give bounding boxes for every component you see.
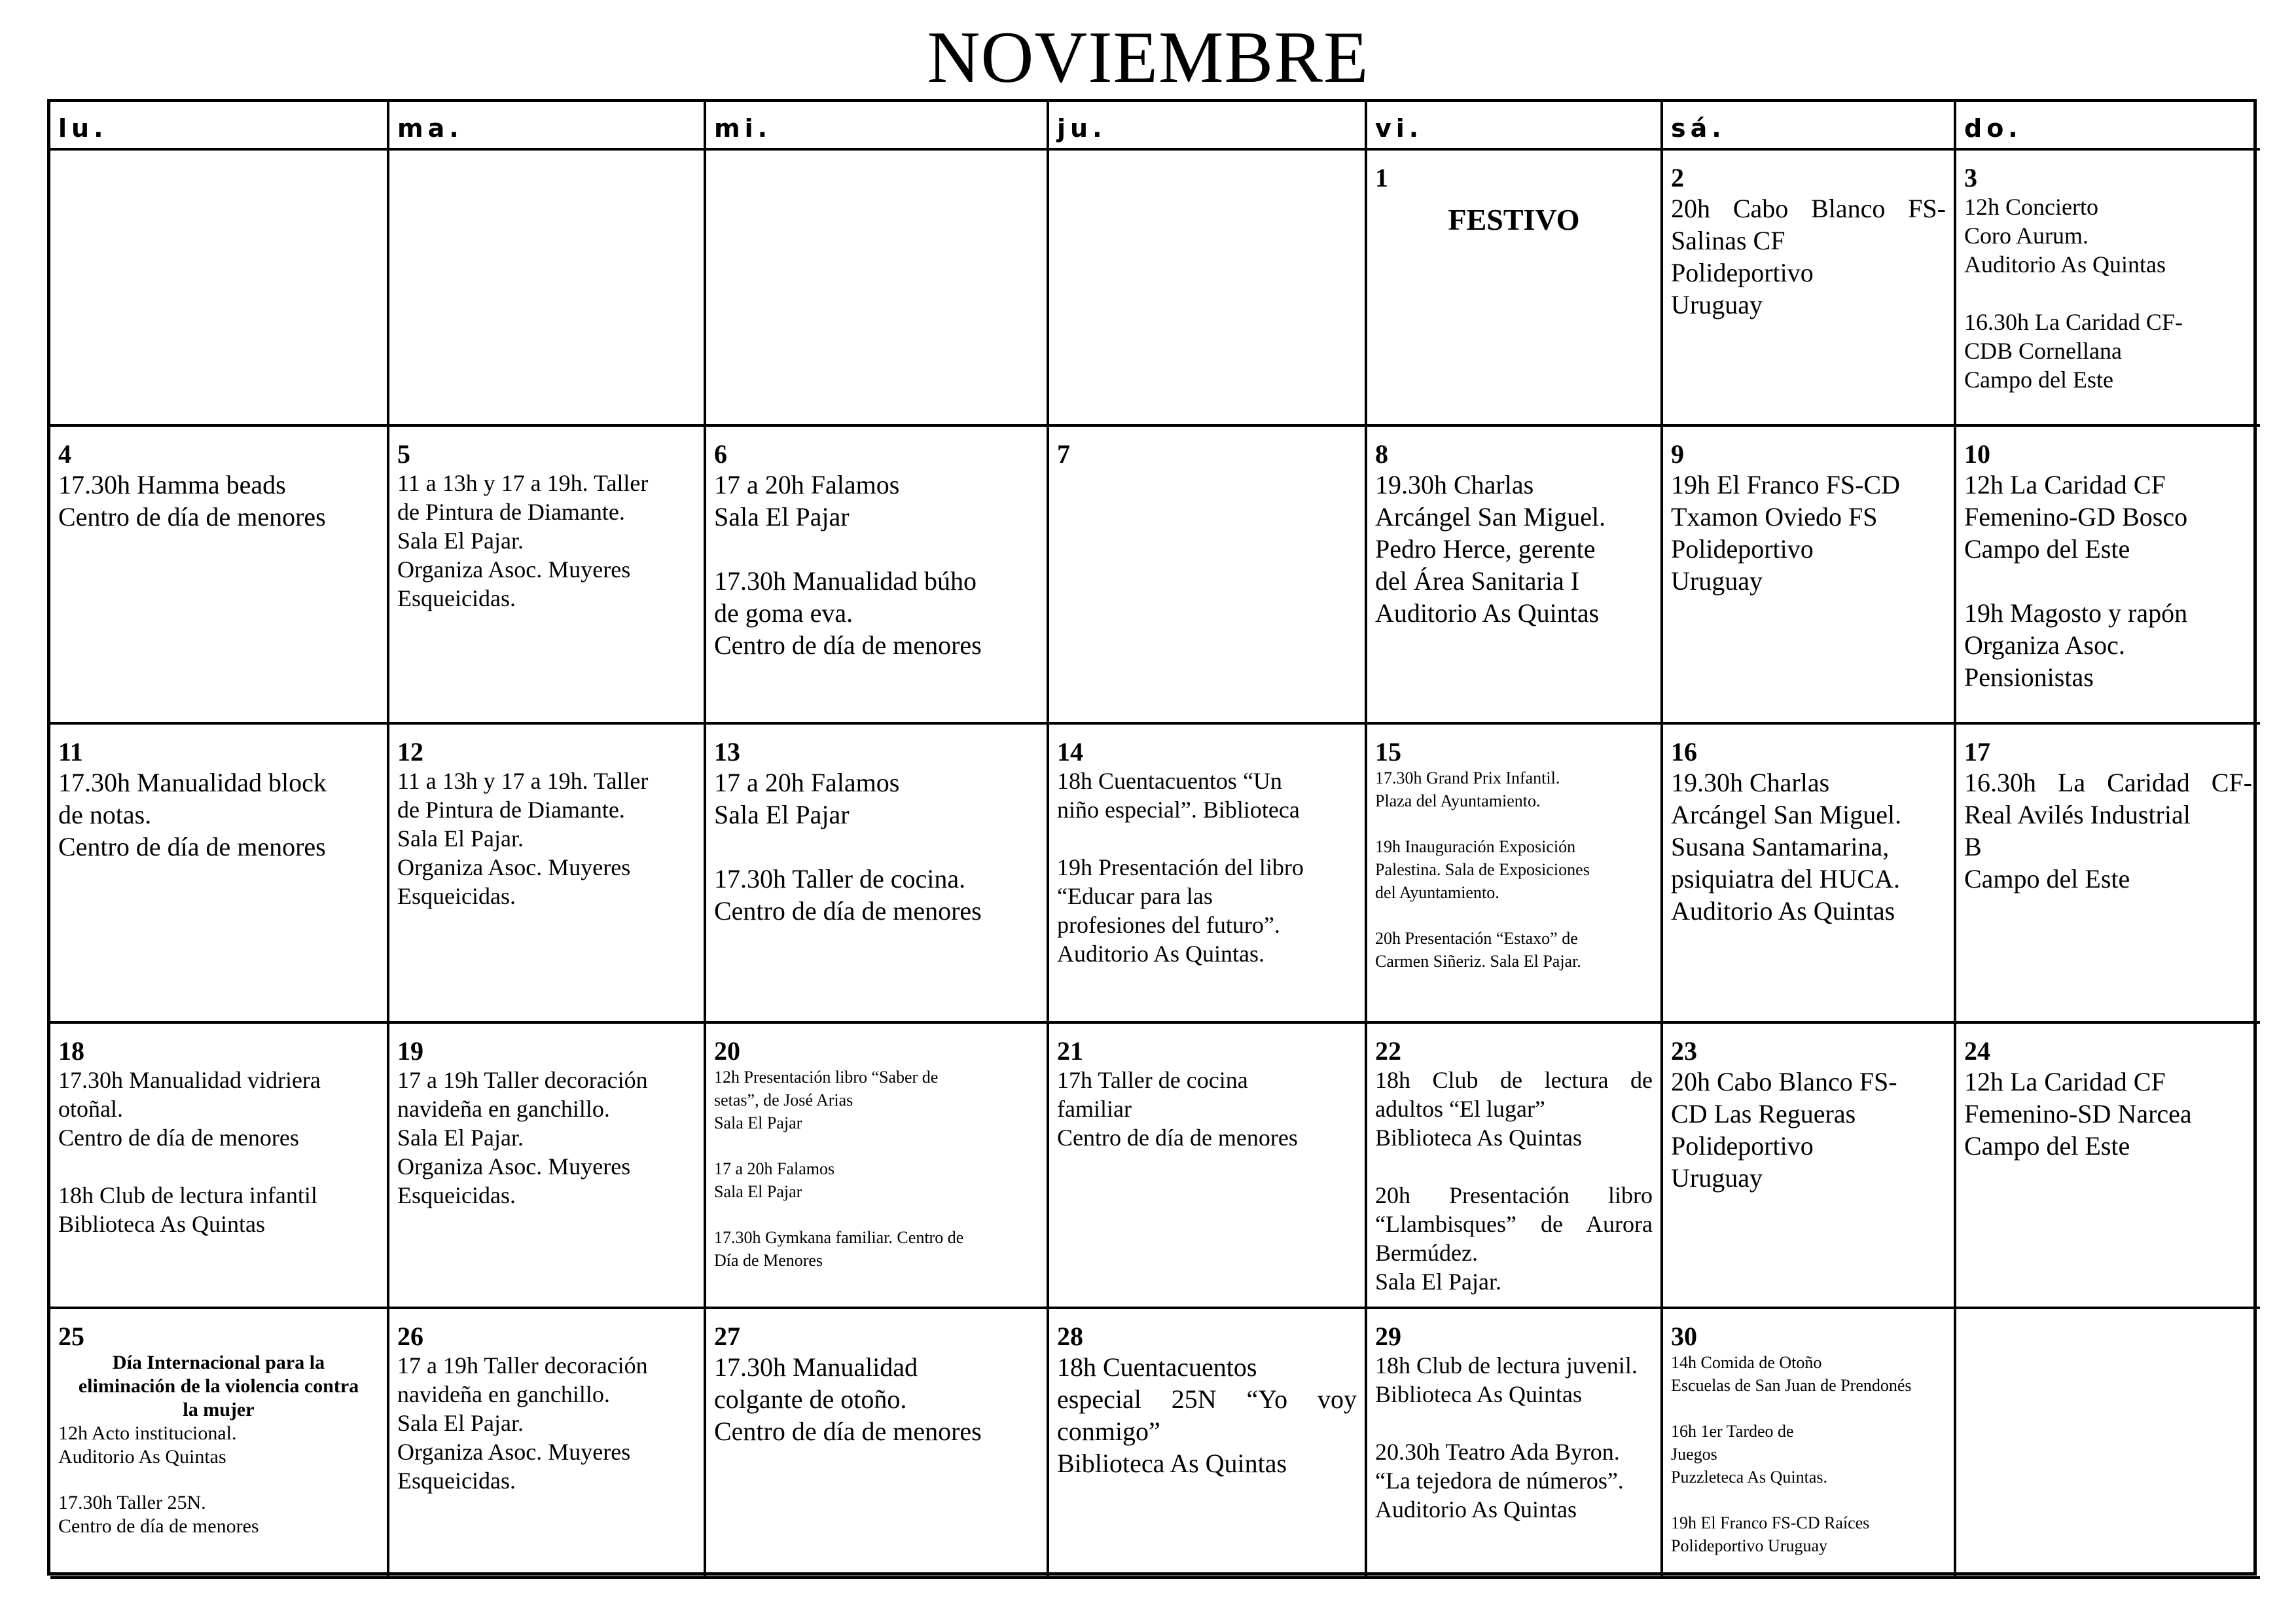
event-line: Palestina. Sala de Exposiciones [1375,860,1590,879]
event-line: Polideportivo Uruguay [1671,1536,1828,1555]
event-line: “La tejedora de números”. [1375,1468,1624,1494]
event-line: 17.30h Taller de cocina. [714,864,966,893]
event-line: Centro de día de menores [714,630,982,660]
day-number: 30 [1671,1322,1697,1351]
event-line: 17.30h Manualidad vidriera [58,1067,321,1093]
day-cell [706,725,1049,1024]
event-line: 19.30h Charlas [1671,768,1830,797]
event-line: Esqueicidas. [397,585,516,611]
day-cell [1663,1024,1956,1309]
event-line: Puzzleteca As Quintas. [1671,1468,1827,1487]
event-line: 11 a 13h y 17 a 19h. Taller [397,470,649,496]
event-line: Sala El Pajar. [397,1410,524,1436]
day-cell [1367,1024,1663,1309]
day-number: 4 [58,439,71,469]
day-cell [50,427,389,725]
day-cell [389,725,706,1024]
day-cell [1956,151,2260,427]
event-line: Biblioteca As Quintas [1375,1381,1582,1407]
day-cell [1049,1024,1367,1309]
event-line: del Ayuntamiento. [1375,883,1499,902]
event-spacer [714,831,1039,863]
event-line: Biblioteca As Quintas [58,1211,265,1237]
weekday-header: mi. [706,102,1049,151]
day-cell [706,427,1049,725]
event-line: 18h Club de lectura de [1375,1067,1653,1093]
day-number: 13 [714,737,740,767]
event-line: 14h Comida de Otoño [1671,1353,1822,1372]
event-spacer [1375,812,1653,835]
event-line: Esqueicidas. [397,883,516,909]
event-line: 20h Cabo Blanco FS- [1671,194,1946,223]
event-line: Polideportivo [1671,534,1814,564]
day-cell [50,1024,389,1309]
event-line: setas”, de José Arias [714,1091,853,1110]
event-line: psiquiatra del HUCA. [1671,864,1900,893]
event-line: Auditorio As Quintas. [1057,941,1265,967]
event-line: Bermúdez. [1375,1240,1478,1266]
event-line: Organiza Asoc. Muyeres [397,1439,631,1465]
event-line: Auditorio As Quintas [1964,251,2166,278]
event-spacer [1375,1152,1653,1181]
day-number: 29 [1375,1322,1401,1351]
event-line: Campo del Este [1964,864,2130,893]
event-line: 19h El Franco FS-CD [1671,470,1900,499]
event-line: de goma eva. [714,598,853,628]
event-line: 17.30h Manualidad búho [714,566,977,596]
day-number: 25 [58,1322,84,1351]
event-line: Centro de día de menores [58,1125,299,1151]
day-cell [1367,725,1663,1024]
event-line: Sala El Pajar. [1375,1269,1501,1295]
event-line: Txamon Oviedo FS [1671,502,1878,532]
day-heading-line: Día Internacional para la [112,1352,325,1373]
event-line: “Educar para las [1057,883,1213,909]
event-spacer [1375,1409,1653,1437]
event-line: Juegos [1671,1445,1717,1464]
day-cell [389,1309,706,1579]
event-line: niño especial”. Biblioteca [1057,797,1300,823]
event-line: Esqueicidas. [397,1468,516,1494]
day-number: 22 [1375,1036,1401,1066]
empty-day-cell [1956,1309,2260,1579]
event-line: otoñal. [58,1096,123,1122]
event-line: B [1964,832,1982,861]
event-line: Escuelas de San Juan de Prendonés [1671,1376,1912,1395]
event-line: 12h Acto institucional. [58,1422,237,1444]
day-number: 5 [397,439,410,469]
event-line: 16.30h La Caridad CF- [1964,309,2183,335]
day-number: 18 [58,1036,84,1066]
event-line: Pedro Herce, gerente [1375,534,1596,564]
event-spacer [1375,904,1653,927]
event-line: 12h La Caridad CF [1964,1067,2166,1096]
event-line: Campo del Este [1964,534,2130,564]
event-line: Campo del Este [1964,367,2113,393]
day-number: 12 [397,737,423,767]
day-number: 20 [714,1036,740,1066]
day-cell [1663,427,1956,725]
day-cell [50,725,389,1024]
event-line: Carmen Siñeriz. Sala El Pajar. [1375,952,1581,971]
event-line: Real Avilés Industrial [1964,800,2191,829]
event-line: especial 25N “Yo voy [1057,1384,1357,1414]
empty-day-cell [706,151,1049,427]
event-line: Arcángel San Miguel. [1671,800,1902,829]
event-line: 19.30h Charlas [1375,470,1534,499]
event-line: Centro de día de menores [58,832,326,861]
event-line: Sala El Pajar. [397,1125,524,1151]
event-line: Uruguay [1671,566,1763,596]
event-line: navideña en ganchillo. [397,1096,610,1122]
day-number: 23 [1671,1036,1697,1066]
event-line: 12h Presentación libro “Saber de [714,1068,939,1087]
event-line: Centro de día de menores [714,1416,982,1446]
day-number: 21 [1057,1036,1083,1066]
day-number: 19 [397,1036,423,1066]
event-line: Sala El Pajar [714,800,850,829]
day-number: 6 [714,439,727,469]
event-line: Biblioteca As Quintas [1057,1449,1287,1478]
event-line: 17.30h Manualidad block [58,768,327,797]
event-line: Coro Aurum. [1964,223,2089,249]
event-line: 19h Presentación del libro [1057,854,1304,880]
event-line: de notas. [58,800,152,829]
day-cell [50,1309,389,1579]
event-spacer [1057,824,1357,853]
event-line: 17.30h Manualidad [714,1352,918,1382]
day-cell [1049,725,1367,1024]
day-cell [1956,1024,2260,1309]
event-line: Centro de día de menores [714,896,982,926]
event-line: CDB Cornellana [1964,338,2122,364]
day-number: 27 [714,1322,740,1351]
event-line: 17h Taller de cocina [1057,1067,1248,1093]
event-line: Sala El Pajar. [397,825,524,852]
event-line: Organiza Asoc. Muyeres [397,556,631,583]
event-line: Auditorio As Quintas [1375,598,1600,628]
event-line: Sala El Pajar. [397,528,524,554]
event-line: 17 a 20h Falamos [714,768,900,797]
day-cell [706,1024,1049,1309]
event-line: de Pintura de Diamante. [397,499,625,525]
event-line: 17 a 20h Falamos [714,470,900,499]
holiday-label: FESTIVO [1448,203,1580,236]
weekday-header: do. [1956,102,2260,151]
day-cell [389,427,706,725]
event-line: colgante de otoño. [714,1384,907,1414]
day-heading-line: eliminación de la violencia contra [78,1375,359,1397]
day-number: 3 [1964,163,1977,192]
event-line: Arcángel San Miguel. [1375,502,1606,532]
day-number: 15 [1375,737,1401,767]
event-line: 12h Concierto [1964,194,2098,220]
event-line: 18h Club de lectura infantil [58,1182,317,1208]
day-cell [1663,151,1956,427]
event-line: 17.30h Taller 25N. [58,1492,206,1513]
event-spacer [1964,565,2252,597]
event-line: Femenino-GD Bosco [1964,502,2188,532]
calendar-grid [47,99,2257,1576]
event-line: Centro de día de menores [58,502,326,532]
day-number: 24 [1964,1036,1990,1066]
weekday-header: sá. [1663,102,1956,151]
event-line: Auditorio As Quintas [1671,896,1895,926]
event-line: del Área Sanitaria I [1375,566,1580,596]
day-cell [1367,427,1663,725]
event-line: “Llambisques” de Aurora [1375,1211,1653,1237]
event-line: Campo del Este [1964,1131,2130,1161]
day-cell [1367,1309,1663,1579]
event-line: Organiza Asoc. Muyeres [397,854,631,880]
event-line: Auditorio As Quintas [1375,1496,1577,1523]
event-line: 19h El Franco FS-CD Raíces [1671,1513,1870,1532]
event-line: 18h Cuentacuentos [1057,1352,1257,1382]
event-spacer [714,1134,1039,1157]
event-line: Susana Santamarina, [1671,832,1890,861]
weekday-header: lu. [50,102,389,151]
event-line: 16h 1er Tardeo de [1671,1422,1794,1441]
event-line: 20h Presentación “Estaxo” de [1375,929,1578,948]
event-line: Polideportivo [1671,1131,1814,1161]
day-cell [1663,1309,1956,1579]
day-number: 8 [1375,439,1388,469]
event-line: Sala El Pajar [714,1113,802,1132]
event-line: 16.30h La Caridad CF- [1964,768,2252,797]
event-line: 17 a 19h Taller decoración [397,1352,648,1379]
event-spacer [714,1203,1039,1226]
event-line: profesiones del futuro”. [1057,912,1280,938]
day-cell [389,1024,706,1309]
event-line: familiar [1057,1096,1132,1122]
event-line: Salinas CF [1671,226,1785,255]
event-line: Pensionistas [1964,662,2094,692]
day-number: 26 [397,1322,423,1351]
event-line: Centro de día de menores [1057,1125,1298,1151]
event-line: Auditorio As Quintas [58,1446,226,1468]
day-heading-line: la mujer [183,1399,255,1420]
day-cell [1956,427,2260,725]
day-number: 10 [1964,439,1990,469]
day-number: 11 [58,737,83,767]
event-line: 18h Club de lectura juvenil. [1375,1352,1638,1379]
event-line: 18h Cuentacuentos “Un [1057,768,1282,794]
event-line: 17.30h Gymkana familiar. Centro de [714,1228,964,1247]
calendar-title: NOVIEMBRE [927,17,1369,98]
day-cell [1956,725,2260,1024]
day-cell [706,1309,1049,1579]
weekday-header: ju. [1049,102,1367,151]
day-number: 28 [1057,1322,1083,1351]
event-line: Polideportivo [1671,258,1814,287]
event-spacer [1671,1489,1946,1511]
day-number: 9 [1671,439,1684,469]
empty-day-cell [389,151,706,427]
day-number: 14 [1057,737,1083,767]
event-spacer [714,533,1039,565]
event-line: Uruguay [1671,290,1763,319]
day-number: 2 [1671,163,1684,192]
event-line: Organiza Asoc. [1964,630,2125,660]
day-cell [1663,725,1956,1024]
event-line: Sala El Pajar [714,1182,802,1201]
event-line: Plaza del Ayuntamiento. [1375,791,1541,810]
weekday-header: ma. [389,102,706,151]
event-line: Sala El Pajar [714,502,850,532]
day-number: 16 [1671,737,1697,767]
weekday-header: vi. [1367,102,1663,151]
event-line: 11 a 13h y 17 a 19h. Taller [397,768,649,794]
event-line: Centro de día de menores [58,1515,259,1537]
event-line: Femenino-SD Narcea [1964,1099,2192,1128]
event-line: 17.30h Hamma beads [58,470,286,499]
day-number: 7 [1057,439,1070,469]
event-spacer [1964,279,2252,308]
event-line: 12h La Caridad CF [1964,470,2166,499]
event-spacer [1671,1397,1946,1420]
event-line: 20h Presentación libro [1375,1182,1653,1208]
day-number: 1 [1375,163,1388,192]
day-cell [1049,427,1367,725]
event-line: 17 a 20h Falamos [714,1159,835,1178]
event-line: 19h Magosto y rapón [1964,598,2188,628]
event-line: 17 a 19h Taller decoración [397,1067,648,1093]
event-line: Día de Menores [714,1251,823,1270]
event-line: conmigo” [1057,1416,1160,1446]
event-line: CD Las Regueras [1671,1099,1856,1128]
event-line: Esqueicidas. [397,1182,516,1208]
event-line: Biblioteca As Quintas [1375,1125,1582,1151]
event-line: Uruguay [1671,1163,1763,1193]
event-spacer [58,1152,379,1181]
event-spacer [58,1469,379,1491]
day-cell [1367,151,1663,427]
empty-day-cell [1049,151,1367,427]
event-line: 20h Cabo Blanco FS- [1671,1067,1897,1096]
event-line: 19h Inauguración Exposición [1375,837,1576,856]
event-line: Organiza Asoc. Muyeres [397,1153,631,1180]
event-line: de Pintura de Diamante. [397,797,625,823]
day-number: 17 [1964,737,1990,767]
event-line: adultos “El lugar” [1375,1096,1545,1122]
event-line: 17.30h Grand Prix Infantil. [1375,768,1560,787]
empty-day-cell [50,151,389,427]
event-line: navideña en ganchillo. [397,1381,610,1407]
day-cell [1049,1309,1367,1579]
event-line: 20.30h Teatro Ada Byron. [1375,1439,1620,1465]
